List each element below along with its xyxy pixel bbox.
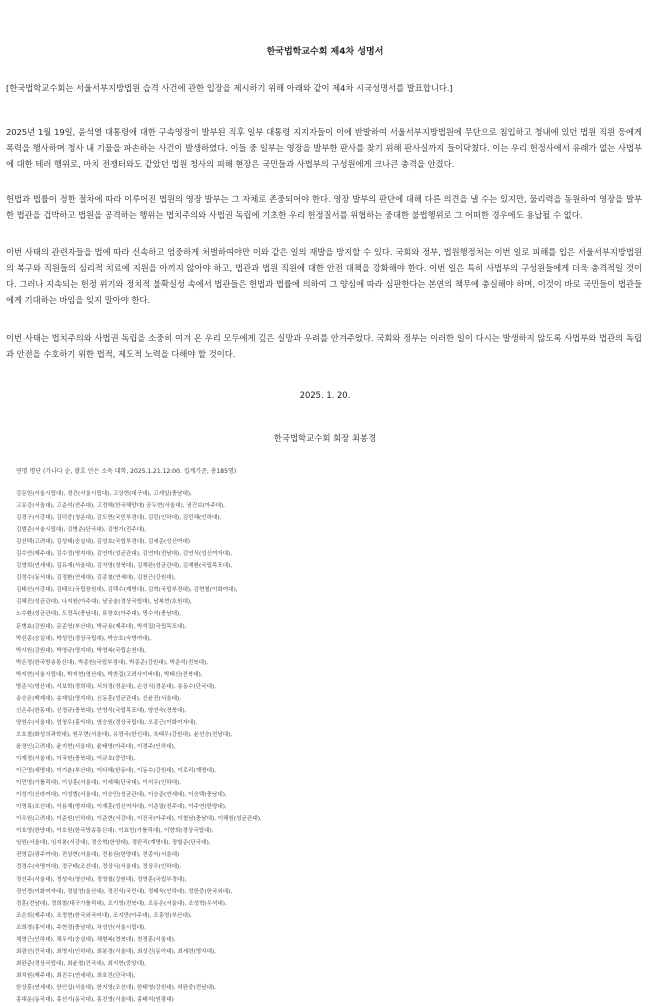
signatory-line: 이영록(조선대), 이용재(명지대), 이재훈(성신여자대), 이준열(전주대), 이주연(한양대), [16,804,227,811]
signatory-line: 김수연(제주대), 김수정(명지대), 김연미(성균관대), 김연미(전남대), 김연식(성신여자대), [16,551,233,558]
signatory-line: 박시원(강원대), 박영규(명지대), 박영복(국립순천대), [16,647,147,654]
signatory-line: 정경수(숙명여대), 정구태(조선대), 정상식(서울대), 정상우(인하대), [16,864,181,871]
signatory-line: 송승은(백제대), 송재일(명지대), 신동훈(성균관대), 신윤진(서울대), [16,695,181,702]
signatory-line: 신은주(한동대), 신정규(충북대), 안영석(국립목포대), 양선숙(경북대), [16,707,187,714]
signatory-line: 최완준(경상국립대), 최윤철(건국대), 최지현(중앙대), [16,960,147,967]
signatory-line: 김선택(고려대), 김성태(숭실대), 김성호(국립부경대), 김세준(성신여대) [16,539,191,546]
statement-date: 2025. 1. 20. [299,390,351,400]
signatory-line: 이우원(고려대), 이준원(인하대), 이준현(서강대), 이진국(아주대), 이철남(충남대), 이해원(성균관대), [16,816,262,823]
signatory-line: 김영희(연세대), 김유재(서울대), 김자영(경북대), 김재완(성균관대), 김재환(국립목포대), [16,563,233,570]
signatory-line: 이호영(한양대), 이호원(한국방송통신대), 이효민(가톨릭대), 이향희(경상국립대), [16,828,214,835]
signatory-line: 김혜진(성균관대), 나지원(아주대), 남궁술(경상국립대), 남복현(호원대), [16,599,192,606]
signatory-line: 김정수(동서대), 김정환(연세대), 김종철(연세대), 김천근(강원대), [16,575,176,582]
signatory-line: 정훈(전남대), 정희철(대구가톨릭대), 조기영(전북대), 조동은(서울대), 조성혁(우석대), [16,900,227,907]
signatory-line: 윤정인(고려대), 윤지현(서울대), 윤태영(아주대), 이경주(인하대), [16,743,176,750]
signatory-line: 오호철(화성의과학대), 원우현(서울대), 유영국(한신대), 육태우(강원대), 윤선승(전남대), [16,731,233,738]
signatory-line: 박지현(서울시립대), 박지현(영산대), 박찬걸(고려사이버대), 박태신(전북대), [16,671,203,678]
statement-paragraph-2: 헌법과 법률이 정한 절차에 따라 이루어진 법원의 영장 발부는 그 자체로 존중되어야 한다. 영장 발부의 판단에 대해 다른 의견을 낼 수는 있지만, 물리력을 동원하여 영장을 발부한 법관을 겁박하고 법원을 공격하는 행위는 법치주의와 사법권 독립에 기초한 우리 헌정질서를 위협하는 중대한 불법행위로 그 어떠한 경우에도 용납될 수 없다. [6,194,642,220]
signatory-line: 최치원(제주대), 최진수(연세대), 최호진(단국대), [16,972,136,979]
signatory-line: 정인경(이화여자대), 정일영(울산대), 정진석(국민대), 정태욱(인하대), 정한중(한국외대), [16,888,233,895]
signatory-line: 김경구(서강대), 김덕중(청운대), 김도현(국민부경대), 김린(인하대), 김민혜(인하대), [16,515,222,522]
signatory-line: 이근영(세명대), 이기춘(부산대), 이다혜(한동대), 이동수(강원대), 이로리(계명대), [16,768,216,775]
statement-title: 한국법학교수회 제4차 성명서 [266,47,384,57]
signatory-line: 조은희(제주대), 조정현(한국외국어대), 조지만(아주대), 조홍영(부산대), [16,912,192,919]
signatory-line: 방준식(영산대), 서보학(경희대), 서의경(경운대), 손상식(경운대), 송동수(단국대), [16,683,216,690]
signatory-line: 이민영(가톨릭대), 이상훈(서울대), 이세혜(단국대), 이석우(인하대), [16,780,181,787]
signatory-line: 홍대운(동국대), 홍선기(동국대), 홍진영(서울대), 홍태석(원광대) [16,996,174,1003]
signatory-line: 이성기(신라여대), 이성범(서울대), 이승민(성균관대), 이승준(연세대), 이승택(충남대), [16,792,227,799]
signatory-line: 양천수(서울대), 엄청우(홍익대), 염승원(경상국립대), 오종근(이화여자대), [16,719,198,726]
signatory-line: 최광선(건국대), 최명지(인하대), 최봉경(서울대), 최성진(동아대), 최세련(명지대), [16,948,216,955]
signatory-line: 정선주(서울대), 정성숙(영산대), 정영철(강원대), 정영훈(국립부경대), [16,876,187,883]
signatory-line: 채영근(인하대), 채우석(숭실대), 채형복(경북대), 천경훈(서울대), [16,936,176,943]
statement-paragraph-4: 이번 사태는 법치주의와 사법권 독립을 소중히 여겨 온 우리 모두에게 깊은 실망과 우려를 안겨주었다. 국회와 정부는 이러한 일이 다시는 발생하지 않도록 사법부와 법관의 독립과 안전을 수호하기 위한 법적, 제도적 노력을 다해야 할 것이다. [6,333,642,359]
signatory-line: 노수환(성균관대), 도경옥(충남대), 류창호(아주대), 명수석(충남대), [16,611,181,618]
signatory-line: 김범준(서울시립대), 김병준(단국대), 김병기(전주대), [16,527,147,534]
signatory-line: 강문헌(서울시립대), 경건(서울시립대), 고상현(대구대), 고세일(충남대), [16,491,192,497]
signatory-line: 임원(서울대), 임지봉(서강대), 정승혁(한양대), 정완직(계명대), 장할준(단국대), [16,840,211,847]
signatory-list-header: 연명 명단 (가나다 순, 괄호 안은 소속 대학, 2025.1.21.12:00. 집계기준, 총185명) [16,468,237,475]
signatory-line: 한상훈(연세대), 한인섭(서울대), 한지영(조선대), 한태영(강원대), 허완중(전남대), [16,984,216,991]
statement-paragraph-3: 이번 사태의 관련자들을 법에 따라 신속하고 엄중하게 처벌하여야만 이와 같은 일의 재발을 방지할 수 있다. 국회와 정부, 법원행정처는 이번 일로 피해를 입은 서울서부지방법원의 복구와 직원들의 심리적 치료에 지원을 아끼지 않아야 하고, 법관과 법원 직원에 대한 안전 대책을 강화해야 한다. 이번 일은 특히 사법부의 구성원들에게 더욱 충격적일 것이다. 그러나 지속되는 헌정 위기와 정치적 불확실성 속에서 법관들은 헌법과 법률에 의하여 그 양심에 따라 심판한다는 본연의 책무에 충실해야 하며, 이것이 바로 국민들이 법관들에게 기대하는 바임을 잊지 말아야 한다. [6,247,642,305]
statement-intro: [한국법학교수회는 서울서부지방법원 습격 사건에 관한 입장을 제시하기 위해 아래와 같이 제4차 시국성명서를 발표합니다.] [6,83,453,93]
signatory-line: 조희경(홍익대), 주현경(충남대), 차성안(서울시립대), [16,924,147,931]
statement-signature: 한국법학교수회 회장 최봉경 [273,433,377,443]
signatory-line: 김태선(서강대), 김태오(국립창원대), 김택수(계명대), 김혁(국립부경대), 김현철(이화여대), [16,587,238,594]
signatory-line: 박선종(숭실대), 박성민(경상국립대), 박승호(숙명여대), [16,635,152,642]
signatory-line: 이계정(서울대), 이국헌(충북대), 이규호(중앙대), [16,756,136,763]
signatory-list [16,488,476,1006]
signatory-line: 고유강(서울대), 고준석(전주대), 고정해(한국해양대) 공두현(서울대), 권건보(아주대), [16,503,225,510]
signatory-line: 전영길(광주여대), 전상현(서울대), 전용권(한양대), 전종익(서울대) [16,852,180,859]
statement-paragraph-1: 2025년 1월 19일, 윤석열 대통령에 대한 구속영장이 발부된 직후 일부 대통령 지지자들이 이에 반발하여 서울서부지방법원에 무단으로 침입하고 청내에 있던 법원 직원 등에게 폭력을 행사하며 청사 내 기물을 파손하는 사건이 발생하였다. 이들 중 일부는 영장을 발부한 판사를 찾기 위해 판사실까지 들이닥쳤다. 이는 우리 헌정사에서 유례가 없는 사법부에 대한 테러 행위로, 마치 전쟁터와도 같았던 법원 청사의 피해 현장은 국민들과 사법부의 구성원에게 크나큰 충격을 안겼다. [6,127,642,169]
signatory-line: 문병효(강원대), 문준영(부산대), 박규용(제주대), 박석집(국립목포대), [16,623,187,630]
signatory-line: 박은정(한국방송통신대), 박종원(국립부경대), 박종준(강원대), 박준석(전북대), [16,659,209,666]
